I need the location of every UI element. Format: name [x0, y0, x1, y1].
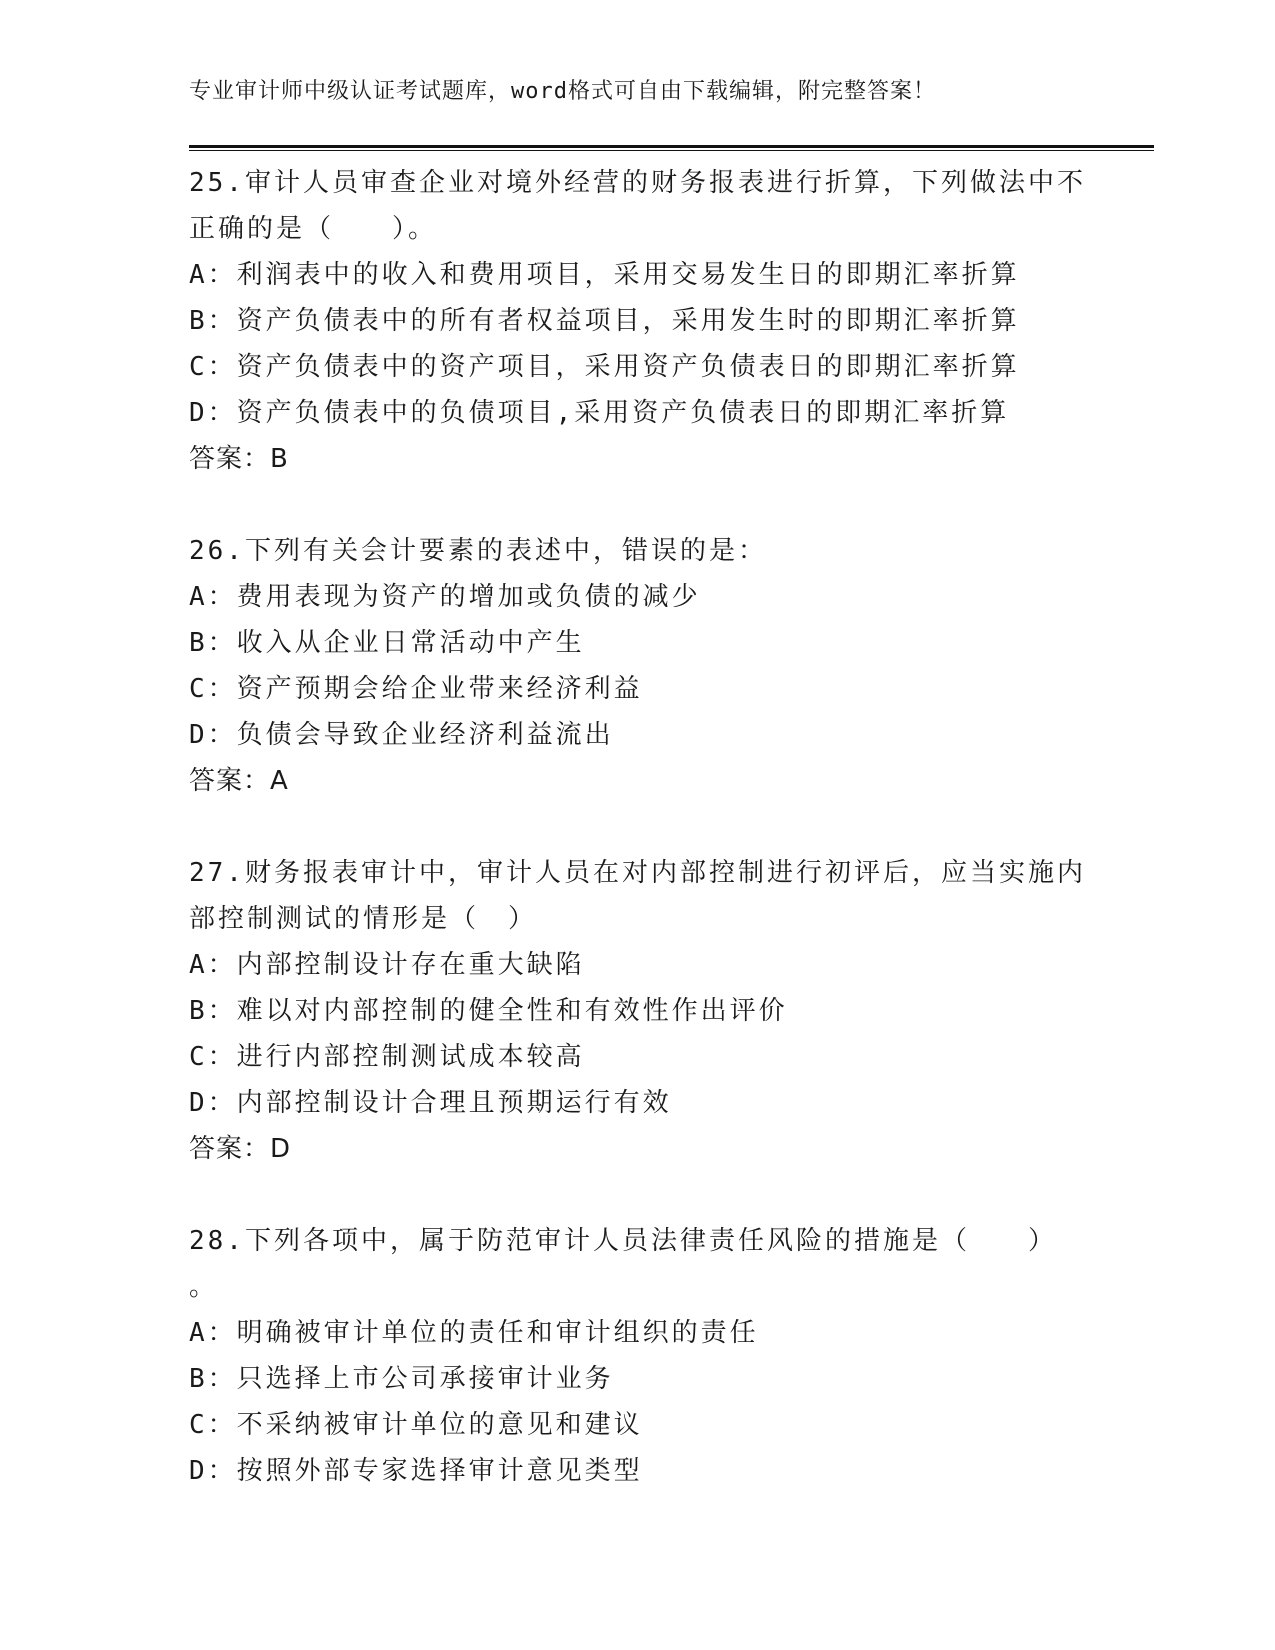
option-b: B：资产负债表中的所有者权益项目，采用发生时的即期汇率折算	[189, 306, 1020, 336]
question-26	[189, 528, 1089, 804]
answer-line: 答案：A	[189, 766, 289, 796]
question-stem: 部控制测试的情形是（ ）	[189, 904, 538, 934]
option-c: C：进行内部控制测试成本较高	[189, 1042, 585, 1072]
question-stem: 。	[189, 1272, 219, 1302]
option-a: A：内部控制设计存在重大缺陷	[189, 950, 585, 980]
header-divider-thin	[189, 150, 1154, 151]
option-a: A：利润表中的收入和费用项目，采用交易发生日的即期汇率折算	[189, 260, 1020, 290]
spacer	[189, 482, 1089, 528]
option-c: C：不采纳被审计单位的意见和建议	[189, 1410, 643, 1440]
option-b: B：只选择上市公司承接审计业务	[189, 1364, 614, 1394]
option-b: B：收入从企业日常活动中产生	[189, 628, 585, 658]
option-a: A：明确被审计单位的责任和审计组织的责任	[189, 1318, 759, 1348]
spacer	[189, 1172, 1089, 1218]
option-d: D：资产负债表中的负债项目,采用资产负债表日的即期汇率折算	[189, 398, 1010, 428]
spacer	[189, 804, 1089, 850]
question-25	[189, 160, 1089, 482]
question-stem: 28.下列各项中，属于防范审计人员法律责任风险的措施是（ ）	[189, 1226, 1057, 1256]
option-a: A：费用表现为资产的增加或负债的减少	[189, 582, 701, 612]
answer-line: 答案：B	[189, 444, 289, 474]
question-stem: 正确的是（ ）。	[189, 214, 438, 244]
question-27	[189, 850, 1089, 1172]
option-c: C：资产预期会给企业带来经济利益	[189, 674, 643, 704]
option-d: D：内部控制设计合理且预期运行有效	[189, 1088, 672, 1118]
option-d: D：按照外部专家选择审计意见类型	[189, 1456, 643, 1486]
question-28	[189, 1218, 1089, 1494]
answer-line: 答案：D	[189, 1134, 292, 1164]
question-stem: 26.下列有关会计要素的表述中，错误的是：	[189, 536, 767, 566]
question-stem: 27.财务报表审计中，审计人员在对内部控制进行初评后，应当实施内	[189, 858, 1086, 888]
question-list	[189, 160, 1089, 1494]
option-d: D：负债会导致企业经济利益流出	[189, 720, 614, 750]
option-c: C：资产负债表中的资产项目，采用资产负债表日的即期汇率折算	[189, 352, 1020, 382]
page-header: 专业审计师中级认证考试题库，word格式可自由下载编辑，附完整答案！	[189, 79, 936, 104]
option-b: B：难以对内部控制的健全性和有效性作出评价	[189, 996, 788, 1026]
question-stem: 25.审计人员审查企业对境外经营的财务报表进行折算，下列做法中不	[189, 168, 1086, 198]
header-divider-thick	[189, 145, 1154, 148]
